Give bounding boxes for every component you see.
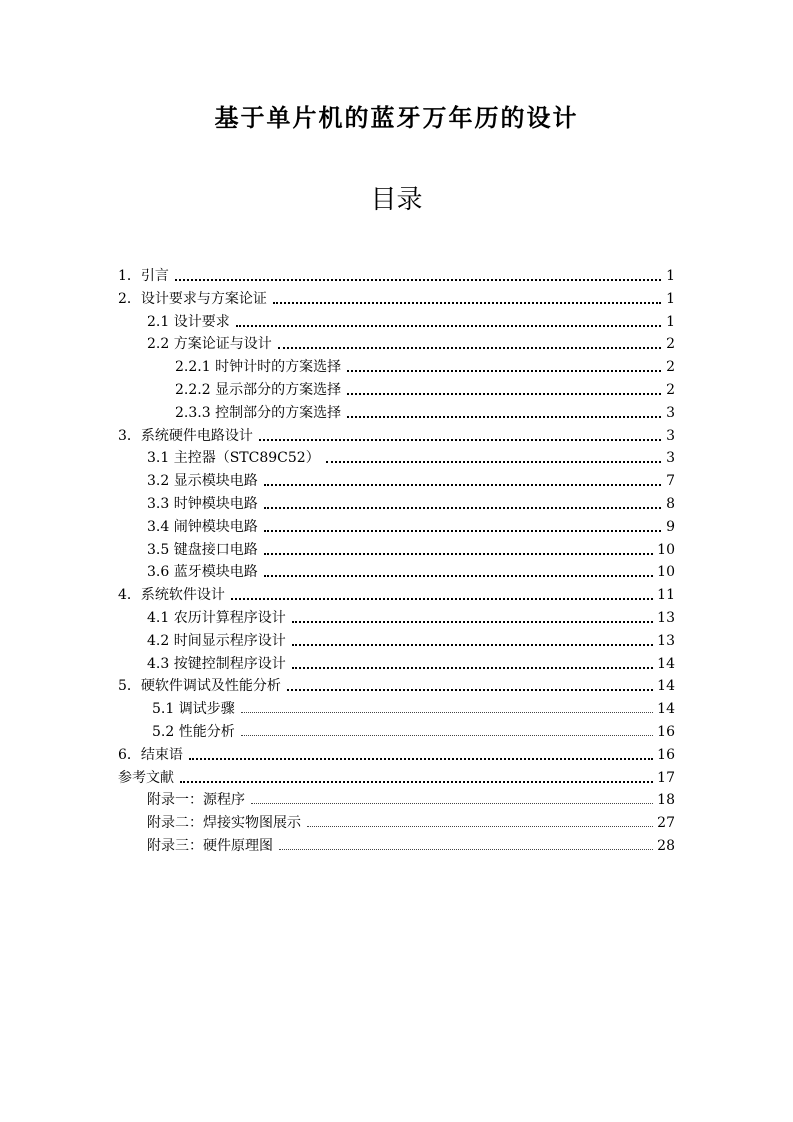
- toc-entry[interactable]: [118, 742, 675, 765]
- toc-dot-leader: [347, 393, 661, 395]
- toc-dot-leader: [231, 598, 653, 600]
- toc-entry-page-number: 1: [666, 290, 675, 307]
- toc-entry-label: 3.2 显示模块电路: [147, 473, 258, 490]
- toc-entry-page-number: 11: [657, 587, 675, 604]
- toc-entry-label: 3.6 蓝牙模块电路: [147, 564, 258, 581]
- toc-entry-label: 4.2 时间显示程序设计: [147, 632, 286, 649]
- toc-entry-page-number: 18: [657, 792, 675, 809]
- toc-dot-leader: [264, 484, 661, 486]
- toc-entry-label: 2.2.1 时钟计时的方案选择: [175, 359, 342, 376]
- toc-dot-leader: [307, 826, 653, 827]
- toc-entry-page-number: 7: [666, 473, 675, 490]
- toc-dot-leader: [347, 416, 661, 418]
- toc-entry[interactable]: [118, 286, 675, 309]
- toc-entry[interactable]: [147, 468, 675, 491]
- toc-entry-page-number: 3: [666, 450, 675, 467]
- toc-entry[interactable]: [147, 651, 675, 674]
- toc-entry-page-number: 10: [657, 564, 675, 581]
- toc-entry-label: 3．系统硬件电路设计: [118, 427, 253, 444]
- toc-dot-leader: [264, 507, 661, 509]
- toc-entry[interactable]: [118, 673, 675, 696]
- toc-dot-leader: [326, 461, 661, 463]
- toc-entry[interactable]: [147, 537, 675, 560]
- toc-entry-page-number: 13: [657, 632, 675, 649]
- toc-entry-page-number: 3: [666, 404, 675, 421]
- toc-entry[interactable]: [147, 514, 675, 537]
- toc-entry-page-number: 10: [657, 541, 675, 558]
- toc-entry-label: 2.1 设计要求: [147, 313, 230, 330]
- toc-entry[interactable]: [147, 833, 675, 856]
- toc-dot-leader: [241, 735, 653, 736]
- toc-entry-label: 3.4 闹钟模块电路: [147, 518, 258, 535]
- toc-entry[interactable]: [147, 810, 675, 833]
- toc-entry[interactable]: [175, 377, 675, 400]
- toc-entry[interactable]: [118, 423, 675, 446]
- toc-dot-leader: [273, 302, 661, 304]
- toc-entry-label: 参考文献: [118, 769, 174, 786]
- toc-entry[interactable]: [118, 765, 675, 788]
- toc-entry[interactable]: [147, 445, 675, 468]
- toc-entry[interactable]: [118, 263, 675, 286]
- toc-dot-leader: [287, 689, 653, 691]
- toc-dot-leader: [175, 279, 661, 281]
- toc-entry-label: 附录一：源程序: [147, 792, 245, 809]
- toc-dot-leader: [292, 667, 653, 669]
- toc-entry-label: 2.3.3 控制部分的方案选择: [175, 404, 342, 421]
- toc-entry[interactable]: [147, 491, 675, 514]
- toc-entry-label: 4.3 按键控制程序设计: [147, 655, 286, 672]
- toc-entry-label: 5．硬软件调试及性能分析: [118, 678, 281, 695]
- toc-entry-label: 5.1 调试步骤: [152, 701, 235, 718]
- toc-entry-label: 2．设计要求与方案论证: [118, 290, 267, 307]
- toc-entry-label: 3.3 时钟模块电路: [147, 496, 258, 512]
- toc-dot-leader: [259, 439, 661, 441]
- toc-dot-leader: [264, 575, 653, 577]
- toc-entry[interactable]: [175, 354, 675, 377]
- toc-entry-page-number: 16: [657, 746, 675, 763]
- toc-dot-leader: [251, 803, 653, 804]
- toc-dot-leader: [278, 347, 661, 349]
- toc-entry[interactable]: [147, 559, 675, 582]
- toc-entry-page-number: 8: [666, 496, 675, 512]
- toc-entry-page-number: 2: [666, 336, 675, 353]
- toc-entry-label: 3.1 主控器（STC89C52）: [147, 450, 320, 467]
- toc-entry-page-number: 14: [657, 655, 675, 672]
- toc-dot-leader: [292, 621, 653, 623]
- toc-entry[interactable]: [147, 787, 675, 810]
- toc-entry-page-number: 1: [666, 268, 675, 284]
- toc-entry-page-number: 2: [666, 382, 675, 398]
- toc-dot-leader: [189, 758, 653, 760]
- toc-entry-label: 4.1 农历计算程序设计: [147, 610, 286, 626]
- toc-entry-page-number: 28: [657, 838, 675, 854]
- toc-entry[interactable]: [152, 696, 675, 719]
- toc-entry-page-number: 17: [657, 769, 675, 786]
- toc-entry[interactable]: [147, 605, 675, 628]
- toc-dot-leader: [264, 553, 653, 555]
- toc-entry-page-number: 14: [657, 678, 675, 695]
- toc-entry[interactable]: [147, 331, 675, 354]
- toc-heading: 目录: [370, 185, 423, 215]
- toc-dot-leader: [236, 325, 661, 327]
- toc-entry-label: 5.2 性能分析: [152, 724, 235, 740]
- toc-entry-page-number: 13: [657, 610, 675, 626]
- toc-dot-leader: [279, 849, 653, 850]
- toc-entry[interactable]: [118, 582, 675, 605]
- toc-entry[interactable]: [147, 309, 675, 332]
- toc-entry-page-number: 2: [666, 359, 675, 376]
- toc-entry-label: 2.2 方案论证与设计: [147, 336, 272, 353]
- toc-entry-label: 2.2.2 显示部分的方案选择: [175, 382, 342, 398]
- toc-entry-page-number: 3: [666, 427, 675, 444]
- document-title: 基于单片机的蓝牙万年历的设计: [214, 103, 579, 132]
- toc-entry-page-number: 14: [657, 701, 675, 718]
- toc-entry[interactable]: [175, 400, 675, 423]
- toc-entry-label: 6．结束语: [118, 746, 183, 763]
- toc-dot-leader: [241, 712, 653, 713]
- toc-entry-label: 3.5 键盘接口电路: [147, 541, 258, 558]
- toc-entry-label: 附录二：焊接实物图展示: [147, 815, 301, 832]
- toc-entry[interactable]: [147, 628, 675, 651]
- toc-entry-page-number: 16: [657, 724, 675, 740]
- toc-dot-leader: [292, 644, 653, 646]
- toc-entry-label: 附录三：硬件原理图: [147, 838, 273, 854]
- toc-entry-label: 1．引言: [118, 268, 169, 284]
- toc-entry-page-number: 27: [657, 815, 675, 832]
- toc-entry-page-number: 1: [666, 313, 675, 330]
- toc-dot-leader: [180, 781, 653, 783]
- toc-dot-leader: [264, 530, 661, 532]
- toc-entry-label: 4．系统软件设计: [118, 587, 225, 604]
- toc-entry-page-number: 9: [666, 518, 675, 535]
- toc-dot-leader: [347, 370, 661, 372]
- toc-entry[interactable]: [152, 719, 675, 742]
